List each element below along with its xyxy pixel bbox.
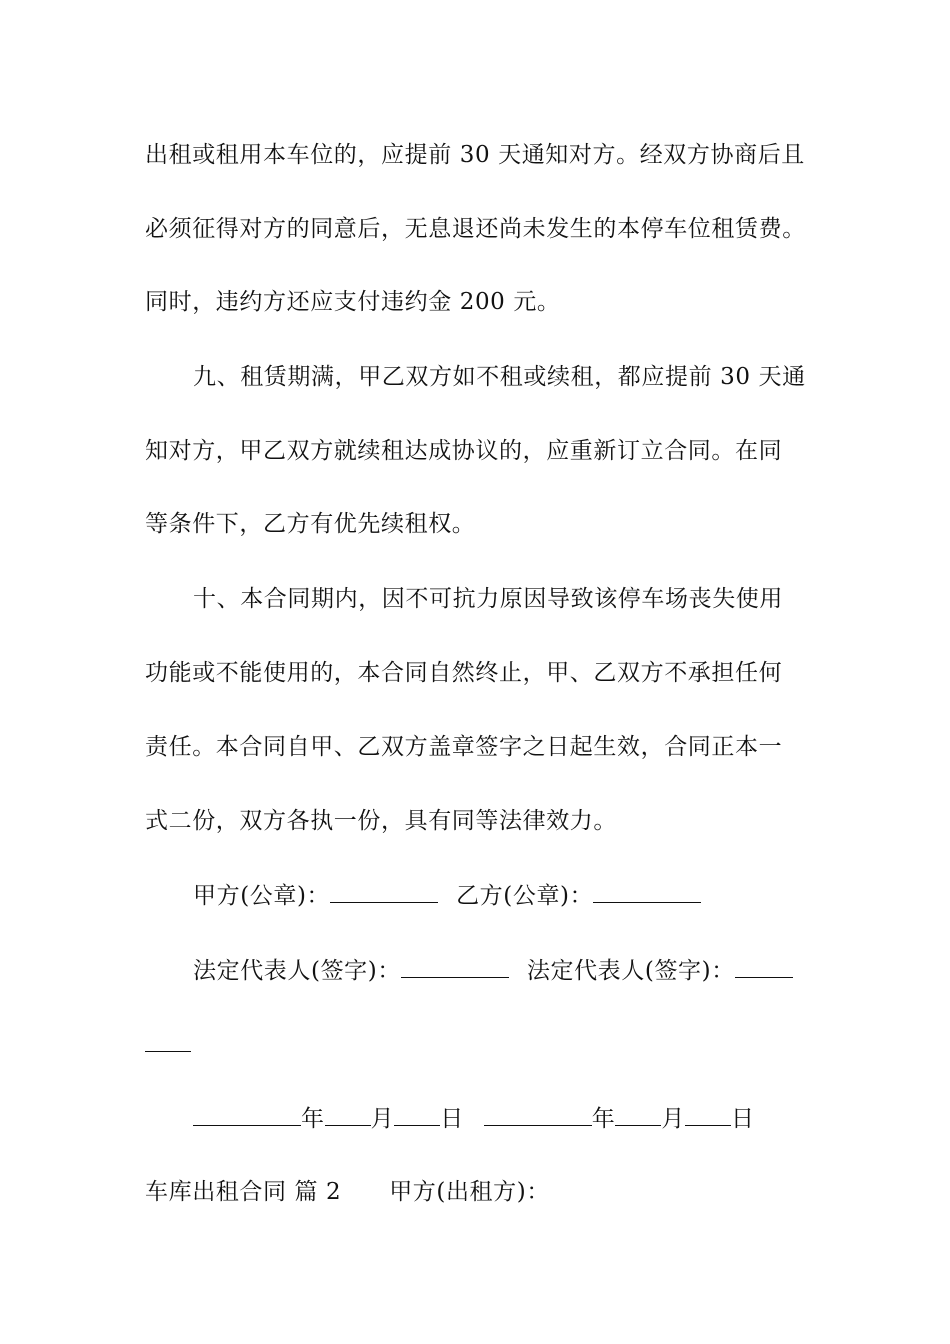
paragraph-line: 功能或不能使用的，本合同自然终止，甲、乙双方不承担任何 — [145, 660, 783, 686]
day-b-label: 日 — [730, 1106, 755, 1132]
rep-b-label: 法定代表人(签字)： — [526, 958, 735, 984]
year-b-label: 年 — [591, 1106, 616, 1132]
party-a-seal-blank — [330, 880, 438, 903]
date-line — [193, 1103, 755, 1134]
year-a-blank — [193, 1103, 301, 1126]
rep-b-blank — [735, 955, 793, 978]
month-a-blank — [325, 1103, 371, 1126]
month-a-label: 月 — [370, 1106, 395, 1132]
paragraph-line: 同时，违约方还应支付违约金 200 元。 — [145, 289, 561, 315]
day-a-blank — [394, 1103, 440, 1126]
clause-ten-line: 十、本合同期内，因不可抗力原因导致该停车场丧失使用 — [193, 586, 783, 612]
rep-b-blank-continued — [145, 1029, 191, 1052]
paragraph-line: 出租或租用本车位的，应提前 30 天通知对方。经双方协商后且 — [145, 142, 805, 168]
month-b-blank — [615, 1103, 661, 1126]
rep-a-blank — [401, 955, 509, 978]
paragraph-line: 知对方，甲乙双方就续租达成协议的，应重新订立合同。在同 — [145, 438, 783, 464]
day-a-label: 日 — [440, 1106, 464, 1132]
party-b-seal-label: 乙方(公章)： — [456, 883, 594, 909]
paragraph-line: 等条件下，乙方有优先续租权。 — [145, 511, 476, 537]
party-a-seal-label: 甲方(公章)： — [193, 883, 331, 909]
year-a-label: 年 — [301, 1106, 325, 1132]
representative-line-wrap — [145, 1029, 191, 1060]
paragraph-line: 责任。本合同自甲、乙双方盖章签字之日起生效，合同正本一 — [145, 734, 783, 760]
party-a-lessor-label: 甲方(出租方)： — [389, 1179, 550, 1205]
month-b-label: 月 — [661, 1106, 685, 1132]
day-b-blank — [685, 1103, 731, 1126]
rep-a-label: 法定代表人(签字)： — [193, 958, 401, 984]
year-b-blank — [484, 1103, 592, 1126]
representative-line — [193, 955, 793, 986]
next-contract-line — [145, 1177, 550, 1207]
seal-line — [193, 880, 701, 911]
paragraph-line: 必须征得对方的同意后，无息退还尚未发生的本停车位租赁费。 — [145, 216, 806, 242]
party-b-seal-blank — [593, 880, 701, 903]
clause-nine-line: 九、租赁期满，甲乙双方如不租或续租，都应提前 30 天通 — [193, 364, 806, 390]
paragraph-line: 式二份，双方各执一份，具有同等法律效力。 — [145, 808, 617, 834]
section-title: 车库出租合同 篇 2 — [145, 1179, 342, 1205]
